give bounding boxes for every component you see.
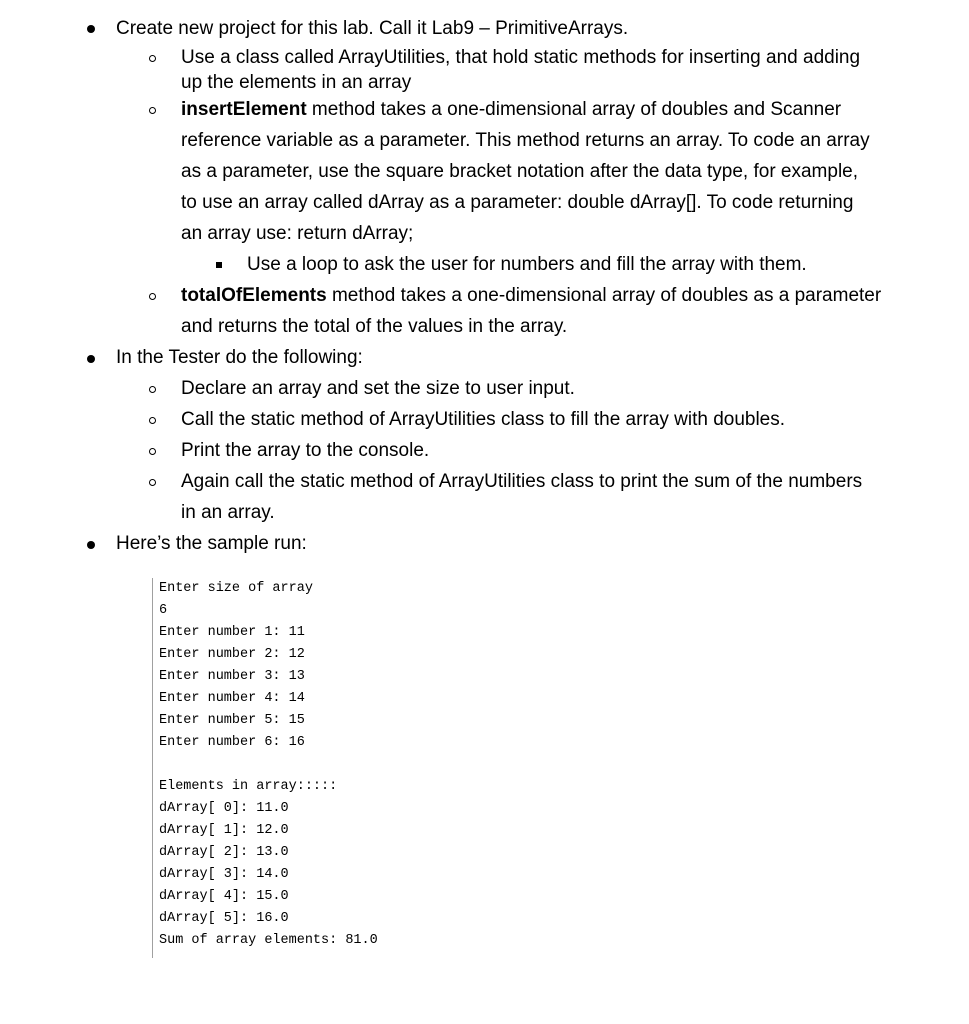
bullet-disc-icon [87, 25, 95, 33]
bullet-circle-icon [149, 448, 156, 455]
method-name-insert-element: insertElement [181, 99, 307, 120]
console-line: Enter number 4: 14 [159, 691, 305, 706]
console-line: Enter number 2: 12 [159, 647, 305, 662]
console-output [152, 578, 453, 958]
console-line: dArray[ 1]: 12.0 [159, 823, 289, 838]
subitem-array-utilities-line2: up the elements in an array [181, 72, 412, 93]
subsubitem-loop: Use a loop to ask the user for numbers and fill the array with them. [247, 254, 807, 275]
subitem-print-array: Print the array to the console. [181, 440, 430, 461]
bullet-circle-icon [149, 479, 156, 486]
subitem-total-of-elements-line1: totalOfElements method takes a one-dimensional array of doubles as a parameter [181, 285, 882, 306]
console-line: Sum of array elements: 81.0 [159, 933, 378, 948]
subitem-insert-element-line4: to use an array called dArray as a parameter: double dArray[]. To code returning [181, 192, 854, 213]
console-line: Enter number 1: 11 [159, 625, 305, 640]
console-line: dArray[ 2]: 13.0 [159, 845, 289, 860]
console-line: dArray[ 0]: 11.0 [159, 801, 289, 816]
console-line: Enter number 5: 15 [159, 713, 305, 728]
console-line: Elements in array::::: [159, 779, 338, 794]
subitem-insert-element-line5: an array use: return dArray; [181, 223, 414, 244]
console-line: Enter number 6: 16 [159, 735, 305, 750]
bullet-circle-icon [149, 386, 156, 393]
subitem-insert-element-line2: reference variable as a parameter. This method returns an array. To code an array [181, 130, 870, 151]
bullet-circle-icon [149, 107, 156, 114]
bullet-disc-icon [87, 541, 95, 549]
subitem-call-sum-line2: in an array. [181, 502, 275, 523]
method-name-total-of-elements: totalOfElements [181, 285, 327, 306]
bullet-square-icon [216, 262, 222, 268]
subitem-insert-element-line1: insertElement method takes a one-dimensional array of doubles and Scanner [181, 99, 842, 120]
console-line: 6 [159, 603, 168, 618]
subitem-array-utilities-line1: Use a class called ArrayUtilities, that hold static methods for inserting and adding [181, 47, 861, 68]
subitem-total-of-elements-line2: and returns the total of the values in the array. [181, 316, 568, 337]
item-sample-run: Here’s the sample run: [116, 533, 307, 554]
bullet-disc-icon [87, 355, 95, 363]
subitem-call-fill: Call the static method of ArrayUtilities class to fill the array with doubles. [181, 409, 786, 430]
subitem-insert-element-line3: as a parameter, use the square bracket notation after the data type, for example, [181, 161, 859, 182]
console-line: dArray[ 3]: 14.0 [159, 867, 289, 882]
bullet-circle-icon [149, 55, 156, 62]
console-line: dArray[ 4]: 15.0 [159, 889, 289, 904]
console-line: Enter size of array [159, 581, 313, 596]
subitem-call-sum-line1: Again call the static method of ArrayUtilities class to print the sum of the numbers [181, 471, 863, 492]
console-line: Enter number 3: 13 [159, 669, 305, 684]
console-line: dArray[ 5]: 16.0 [159, 911, 289, 926]
subitem-declare-array: Declare an array and set the size to user input. [181, 378, 575, 399]
item-tester: In the Tester do the following: [116, 347, 363, 368]
bullet-circle-icon [149, 293, 156, 300]
item-create-project: Create new project for this lab. Call it Lab9 – PrimitiveArrays. [116, 18, 629, 39]
bullet-circle-icon [149, 417, 156, 424]
